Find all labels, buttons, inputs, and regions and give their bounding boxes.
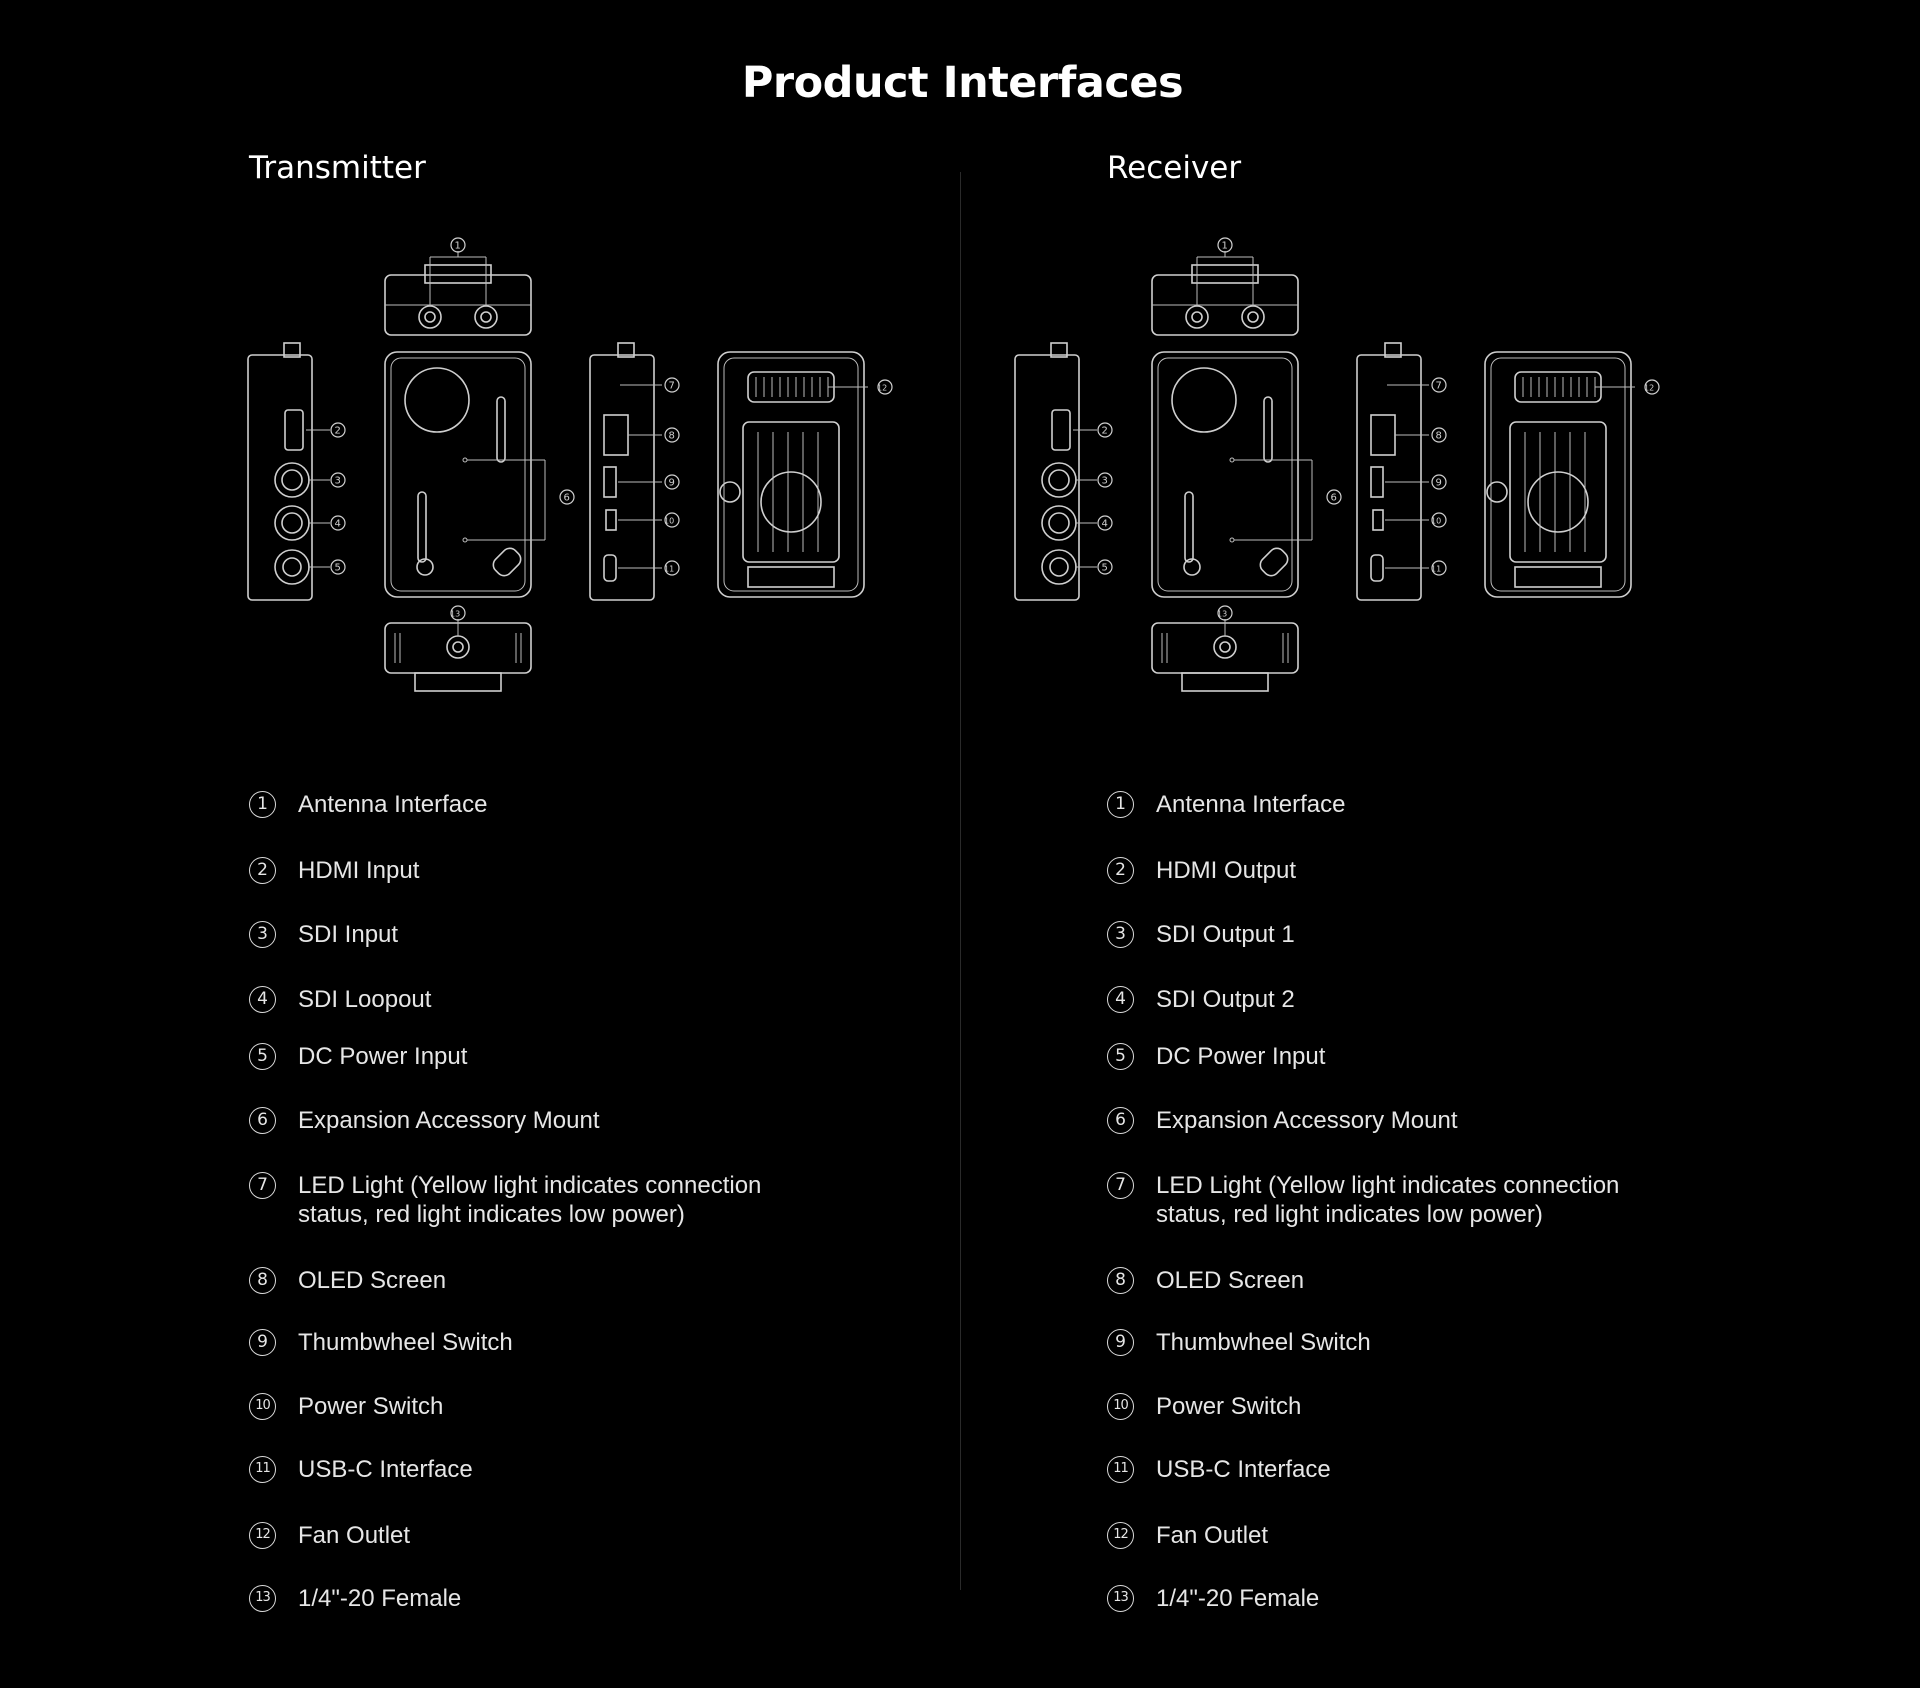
svg-text:1: 1 [454,240,461,252]
item-number: 3 [1107,921,1134,948]
svg-text:6: 6 [563,492,570,504]
list-item [1107,856,1296,885]
svg-text:8: 8 [668,430,675,442]
svg-text:7: 7 [668,380,675,392]
item-label: Expansion Accessory Mount [298,1107,600,1134]
item-number: 13 [249,1585,276,1612]
item-number: 8 [1107,1267,1134,1294]
svg-text:5: 5 [334,562,341,574]
callouts-2-5 [1098,423,1112,574]
svg-text:10: 10 [664,516,675,526]
list-item [1107,1392,1301,1421]
receiver-side-right [1357,343,1429,600]
list-item [1107,985,1295,1014]
item-number: 10 [1107,1393,1134,1420]
item-number: 5 [249,1043,276,1070]
receiver-side-left [1015,343,1097,600]
item-label: HDMI Input [298,857,420,884]
svg-text:13: 13 [1217,609,1228,619]
svg-text:5: 5 [1101,562,1108,574]
item-label: SDI Input [298,921,399,948]
item-number: 12 [1107,1522,1134,1549]
receiver-diagram [1007,225,1707,715]
list-item [1107,1521,1268,1550]
item-label: Power Switch [1156,1393,1302,1420]
item-number: 6 [249,1107,276,1134]
item-label: SDI Output 1 [1156,921,1295,948]
item-label: Fan Outlet [1156,1522,1269,1549]
item-number: 3 [249,921,276,948]
item-number: 11 [249,1456,276,1483]
receiver-top-view [1152,251,1298,335]
svg-text:3: 3 [334,475,341,487]
callout-12 [877,380,892,394]
item-number: 2 [1107,857,1134,884]
item-label: SDI Output 2 [1156,986,1295,1013]
svg-text:11: 11 [664,564,675,574]
item-label: Fan Outlet [298,1522,411,1549]
svg-text:4: 4 [334,518,341,530]
item-number: 13 [1107,1585,1134,1612]
receiver-front-view [1152,352,1312,597]
svg-text:9: 9 [668,477,675,489]
list-item [1107,1584,1319,1613]
item-number: 1 [249,791,276,818]
item-number: 7 [249,1172,276,1199]
item-label: Thumbwheel Switch [1156,1329,1371,1356]
item-number: 9 [1107,1329,1134,1356]
item-label: LED Light (Yellow light indicates connection status, red light indicates low power) [298,1172,762,1228]
item-number: 12 [249,1522,276,1549]
item-number: 5 [1107,1043,1134,1070]
list-item [1107,1171,1676,1229]
item-number: 11 [1107,1456,1134,1483]
item-label: Power Switch [298,1393,444,1420]
list-item [1107,1328,1371,1357]
svg-text:8: 8 [1435,430,1442,442]
svg-text:1: 1 [1221,240,1228,252]
callout-12 [1644,380,1659,394]
item-label: 1/4"-20 Female [1156,1585,1320,1612]
item-label: Antenna Interface [1156,791,1346,818]
svg-text:10: 10 [1431,516,1442,526]
page-title: Product Interfaces [741,58,1184,108]
list-item [1107,790,1345,819]
item-number: 6 [1107,1107,1134,1134]
list-item [1107,1455,1331,1484]
item-label: OLED Screen [1156,1267,1305,1294]
svg-text:7: 7 [1435,380,1442,392]
item-label: 1/4"-20 Female [298,1585,462,1612]
item-number: 8 [249,1267,276,1294]
item-number: 7 [1107,1172,1134,1199]
list-item [1107,920,1295,949]
receiver-bottom-view [1152,619,1298,691]
item-label: DC Power Input [1156,1043,1326,1070]
callout-13 [1217,606,1232,620]
receiver-back-view [1485,352,1635,597]
receiver-heading: Receiver [1107,150,1242,186]
list-item [1107,1266,1304,1295]
item-label: SDI Loopout [298,986,432,1013]
svg-text:3: 3 [1101,475,1108,487]
item-label: USB-C Interface [298,1456,473,1483]
item-label: OLED Screen [298,1267,447,1294]
svg-text:2: 2 [334,425,341,437]
center-divider [960,172,961,1590]
svg-text:11: 11 [1431,564,1442,574]
svg-text:12: 12 [877,383,888,393]
svg-text:12: 12 [1644,383,1655,393]
item-label: Expansion Accessory Mount [1156,1107,1458,1134]
item-label: HDMI Output [1156,857,1297,884]
list-item [1107,1042,1325,1071]
svg-text:4: 4 [1101,518,1108,530]
item-number: 9 [249,1329,276,1356]
item-label: Antenna Interface [298,791,488,818]
callout-1 [1218,238,1232,252]
item-number: 10 [249,1393,276,1420]
item-number: 4 [249,986,276,1013]
item-number: 2 [249,857,276,884]
svg-text:9: 9 [1435,477,1442,489]
item-label: DC Power Input [298,1043,468,1070]
callouts-7-11 [1431,378,1446,575]
callout-6 [1327,490,1341,504]
list-item [1107,1106,1458,1135]
item-number: 4 [1107,986,1134,1013]
item-label: USB-C Interface [1156,1456,1331,1483]
item-label: LED Light (Yellow light indicates connection status, red light indicates low power) [1156,1172,1620,1228]
item-label: Thumbwheel Switch [298,1329,513,1356]
svg-text:13: 13 [450,609,461,619]
svg-text:6: 6 [1330,492,1337,504]
svg-text:2: 2 [1101,425,1108,437]
transmitter-heading: Transmitter [249,150,426,186]
item-number: 1 [1107,791,1134,818]
